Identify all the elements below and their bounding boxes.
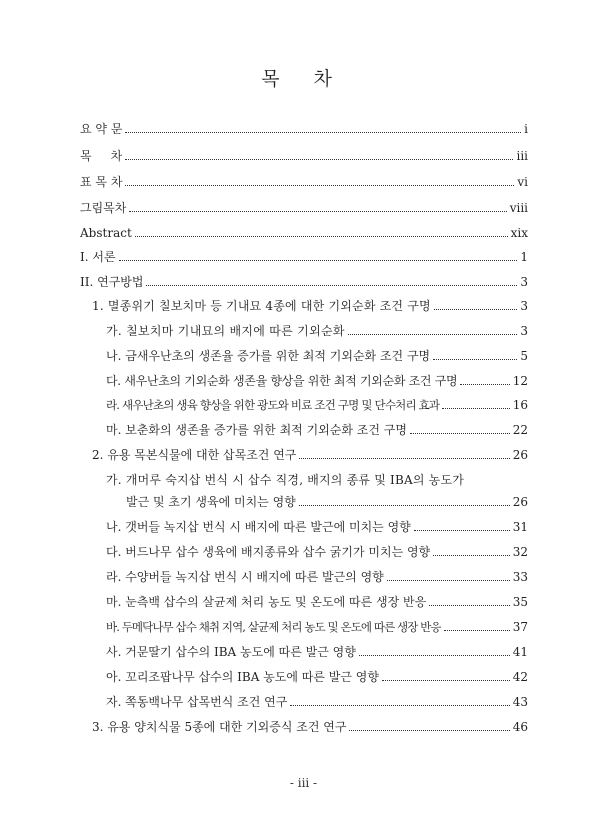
page-number-footer: - iii - — [289, 776, 318, 790]
toc-entry[interactable] — [0, 395, 607, 413]
toc-entry[interactable] — [0, 717, 607, 735]
toc-entry-page: 43 — [512, 695, 528, 709]
toc-entry-page: 46 — [512, 720, 528, 734]
toc-entry-label: I. 서론 — [80, 250, 116, 264]
toc-leader — [433, 359, 517, 360]
toc-entry-label: 사. 거문딸기 삽수의 IBA 농도에 따른 발근 영향 — [106, 645, 356, 659]
toc-entry-label: 그림목차 — [80, 201, 127, 215]
toc-leader — [125, 159, 513, 160]
toc-entry[interactable] — [0, 692, 607, 710]
toc-entry-page: 31 — [512, 520, 528, 534]
toc-entry[interactable] — [0, 146, 607, 164]
toc-entry-page: 12 — [512, 374, 528, 388]
toc-leader — [359, 655, 510, 656]
toc-leader — [444, 630, 510, 631]
toc-entry-page: 32 — [512, 545, 528, 559]
toc-entry-label: 라. 수양버들 녹지삽 번식 시 배지에 따른 발근의 영향 — [106, 570, 384, 584]
toc-entry[interactable] — [0, 420, 607, 438]
toc-entry-page: 35 — [512, 595, 528, 609]
toc-entry[interactable] — [0, 617, 607, 635]
toc-entry-page: 3 — [520, 275, 528, 289]
toc-leader — [135, 236, 508, 237]
toc-entry-page: 26 — [512, 495, 528, 509]
toc-entry-label: 3. 유용 양치식물 5종에 대한 기외증식 조건 연구 — [92, 720, 347, 734]
toc-entry-label: 마. 보춘화의 생존율 증가를 위한 최적 기외순화 조건 구명 — [106, 423, 407, 437]
toc-entry[interactable] — [0, 272, 607, 290]
toc-entry-page: iii — [516, 149, 528, 163]
toc-leader — [434, 309, 518, 310]
toc-entry-label: 바. 두메닥나무 삽수 채취 지역, 살균제 처리 농도 및 온도에 따른 생장 반응 — [106, 620, 441, 634]
toc-entry[interactable] — [0, 296, 607, 314]
toc-entry[interactable] — [0, 321, 607, 339]
toc-leader — [125, 132, 521, 133]
toc-entry-page: 41 — [512, 645, 528, 659]
toc-entry-label: 요 약 문 — [80, 122, 123, 136]
toc-entry-label: 다. 새우난초의 기외순화 생존율 향상을 위한 최적 기외순화 조건 구명 — [106, 374, 458, 388]
toc-leader — [414, 530, 510, 531]
toc-entry-label: 아. 꼬리조팝나무 삽수의 IBA 농도에 따른 발근 영향 — [106, 670, 379, 684]
toc-entry-page: 5 — [520, 349, 528, 363]
toc-entry[interactable] — [0, 119, 607, 137]
toc-entry-label: 1. 멸종위기 칠보치마 등 기내묘 4종에 대한 기외순화 조건 구명 — [92, 299, 431, 313]
toc-entry-page: 16 — [512, 398, 528, 412]
toc-entry[interactable] — [0, 517, 607, 535]
toc-entry-label: 자. 쪽동백나무 삽목번식 조건 연구 — [106, 695, 288, 709]
toc-entry[interactable] — [0, 470, 607, 488]
toc-entry-label: 나. 금새우난초의 생존율 증가를 위한 최적 기외순화 조건 구명 — [106, 349, 431, 363]
toc-entry[interactable] — [0, 567, 607, 585]
toc-entry[interactable] — [0, 592, 607, 610]
toc-leader — [119, 260, 518, 261]
toc-entry-page: 26 — [512, 448, 528, 462]
toc-entry-label: 표 목 차 — [80, 175, 123, 189]
toc-entry[interactable] — [0, 667, 607, 685]
toc-entry[interactable] — [0, 172, 607, 190]
toc-leader — [125, 185, 514, 186]
toc-entry-page: i — [524, 122, 528, 136]
toc-leader — [349, 730, 509, 731]
toc-entry-page: viii — [509, 201, 528, 215]
toc-entry[interactable] — [0, 445, 607, 463]
toc-leader — [299, 505, 510, 506]
toc-leader — [429, 605, 510, 606]
toc-entry-page: 33 — [512, 570, 528, 584]
toc-entry-page: 1 — [520, 250, 528, 264]
toc-leader — [146, 285, 517, 286]
toc-entry[interactable] — [0, 542, 607, 560]
toc-leader — [410, 433, 510, 434]
toc-entry[interactable] — [0, 247, 607, 265]
toc-leader — [290, 705, 509, 706]
toc-entry[interactable] — [0, 223, 607, 241]
toc-entry[interactable] — [0, 346, 607, 364]
toc-entry-label: 가. 개머루 숙지삽 번식 시 삽수 직경, 배지의 종류 및 IBA의 농도가 — [106, 473, 465, 487]
toc-entry-label: II. 연구방법 — [80, 275, 144, 289]
toc-entry-label: 목 차 — [80, 149, 123, 163]
toc-entry-page: vi — [517, 175, 528, 189]
toc-leader — [129, 211, 506, 212]
toc-entry-label: 나. 갯버들 녹지삽 번식 시 배지에 따른 발근에 미치는 영향 — [106, 520, 411, 534]
toc-entry-label: 2. 유용 목본식물에 대한 삽목조건 연구 — [92, 448, 297, 462]
toc-entry-label: 가. 칠보치마 기내묘의 배지에 따른 기외순화 — [106, 324, 345, 338]
toc-entry-label: 라. 새우난초의 생육 향상을 위한 광도와 비료 조건 구명 및 단수처리 효과 — [106, 398, 440, 412]
toc-entry-page: 3 — [520, 299, 528, 313]
toc-entry-page: 37 — [512, 620, 528, 634]
toc-leader — [299, 458, 509, 459]
toc-entry-label: 다. 버드나무 삽수 생육에 배지종류와 삽수 굵기가 미치는 영향 — [106, 545, 431, 559]
toc-entry-continued[interactable] — [0, 492, 607, 510]
toc-entry-label: Abstract — [80, 226, 132, 240]
toc-entry[interactable] — [0, 371, 607, 389]
toc-entry-label: 마. 눈측백 삽수의 살균제 처리 농도 및 온도에 따른 생장 반응 — [106, 595, 427, 609]
toc-leader — [348, 334, 518, 335]
toc-leader — [460, 384, 509, 385]
toc-entry[interactable] — [0, 198, 607, 216]
page-title: 목 차 — [261, 68, 346, 90]
toc-leader — [382, 680, 510, 681]
toc-entry[interactable] — [0, 642, 607, 660]
toc-entry-page: xix — [510, 226, 528, 240]
toc-leader — [433, 555, 510, 556]
toc-entry-page: 22 — [512, 423, 528, 437]
toc-entry-label: 발근 및 초기 생육에 미치는 영향 — [126, 495, 296, 509]
toc-entry-page: 42 — [512, 670, 528, 684]
toc-leader — [387, 580, 510, 581]
toc-entry-page: 3 — [520, 324, 528, 338]
toc-leader — [442, 408, 509, 409]
